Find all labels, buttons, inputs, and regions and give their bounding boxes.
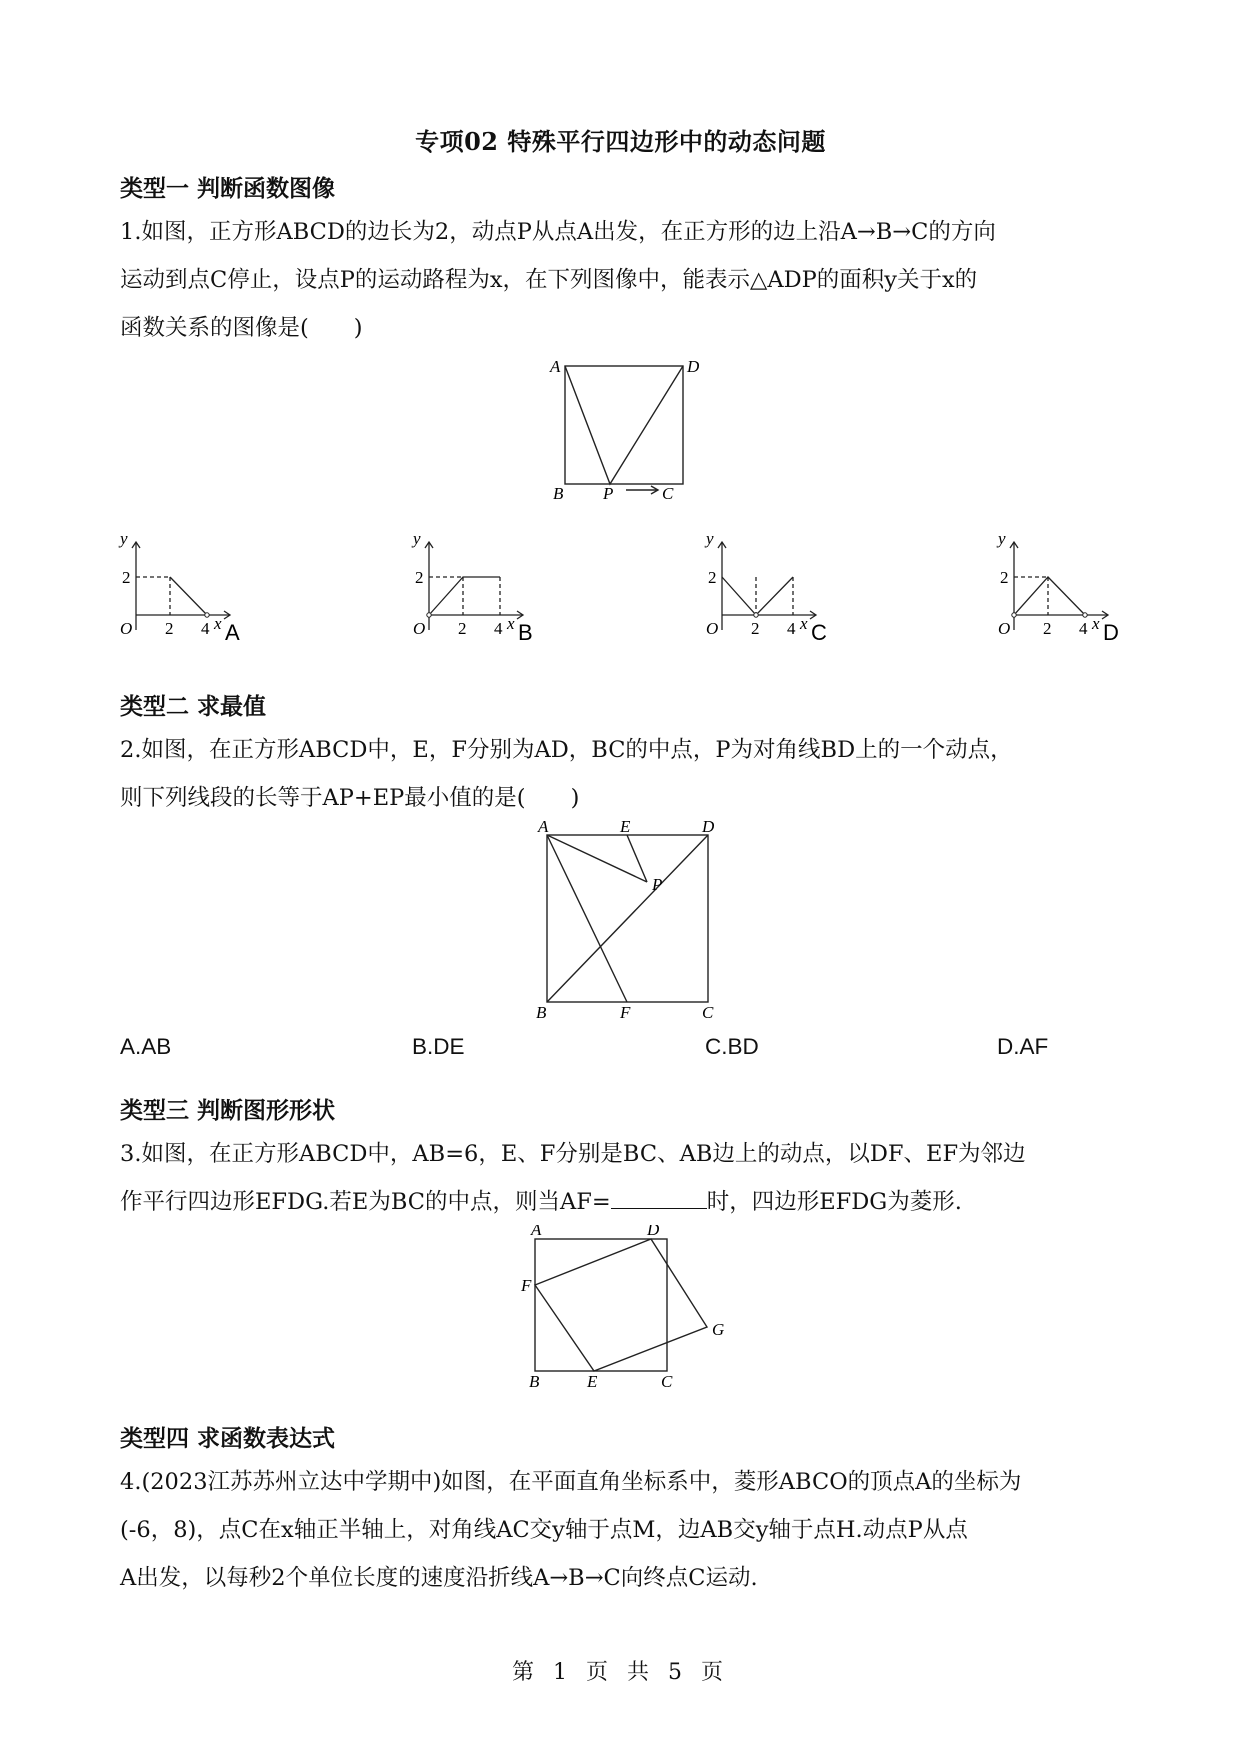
tick-x: 2 (751, 619, 760, 638)
label-c: C (702, 1003, 714, 1020)
graph-line (722, 577, 793, 615)
axis-x-label: x (800, 614, 808, 633)
option-letter: C (811, 620, 827, 645)
q1-square-figure (540, 352, 710, 502)
question-1-text (120, 208, 1130, 352)
tick-x: 4 (201, 619, 210, 638)
parallelogram-efdg (535, 1239, 707, 1371)
label-d: D (647, 1225, 660, 1239)
axis-y-label: y (413, 530, 421, 548)
label-d: D (702, 820, 715, 836)
label-p: P (603, 484, 614, 502)
start-point (1012, 613, 1016, 617)
section-heading-4: 类型四 求函数表达式 (120, 1425, 336, 1452)
option-c[interactable]: C.BD (705, 1034, 759, 1059)
segment-af (547, 835, 627, 1002)
tick-y: 2 (708, 568, 717, 587)
diagonal-bd (547, 835, 708, 1002)
question-3-text (120, 1130, 1130, 1226)
square-abcd (565, 366, 683, 484)
question-line: A出发，以每秒2个单位长度的速度沿折线A→B→C向终点C运动. (120, 1565, 758, 1591)
min-point (754, 613, 758, 617)
origin-label: O (998, 619, 1011, 638)
graph-option-d (990, 530, 1130, 645)
graph-option-a (112, 530, 252, 645)
question-line: 3.如图，在正方形ABCD中，AB=6，E、F分别是BC、AB边上的动点，以DF、EF为邻边 (120, 1141, 1026, 1167)
question-line: 1.如图，正方形ABCD的边长为2，动点P从点A出发，在正方形的边上沿A→B→C的方向 (120, 219, 996, 245)
graph-line (429, 577, 500, 615)
question-line: 运动到点C停止，设点P的运动路程为x，在下列图像中，能表示△ADP的面积y关于x的 (120, 267, 978, 293)
graph-option-b (405, 530, 545, 645)
label-e: E (587, 1372, 598, 1390)
axis-y-label: y (706, 530, 714, 548)
end-point (205, 613, 209, 617)
tick-x: 4 (1079, 619, 1088, 638)
question-text: 时，四边形EFDG为菱形. (706, 1189, 962, 1215)
tick-x: 2 (458, 619, 467, 638)
axis-x-label: x (214, 614, 222, 633)
axis-x-label: x (507, 614, 515, 633)
question-line: 2.如图，在正方形ABCD中，E，F分别为AD，BC的中点，P为对角线BD上的一个动点， (120, 737, 1013, 763)
label-f: F (620, 1003, 631, 1020)
segment-ep (627, 835, 647, 882)
graph-option-c (698, 530, 838, 645)
triangle-adp (565, 366, 683, 484)
page-title: 专项02 特殊平行四边形中的动态问题 (415, 127, 826, 156)
axis-x-label: x (1092, 614, 1100, 633)
tick-y: 2 (415, 568, 424, 587)
option-letter: D (1103, 620, 1119, 645)
label-p: P (652, 875, 663, 894)
q3-square-figure (515, 1225, 745, 1390)
q2-square-figure (530, 820, 730, 1020)
question-text: 作平行四边形EFDG.若E为BC的中点，则当AF= (120, 1189, 611, 1215)
axis-y-label: y (998, 530, 1006, 548)
start-point (427, 613, 431, 617)
section-heading-3: 类型三 判断图形形状 (120, 1097, 336, 1124)
label-a: A (538, 820, 549, 836)
question-line: 函数关系的图像是( ) (120, 315, 363, 341)
section-heading-2: 类型二 求最值 (120, 693, 267, 720)
option-d[interactable]: D.AF (997, 1034, 1049, 1059)
end-point (1083, 613, 1087, 617)
origin-label: O (120, 619, 133, 638)
label-c: C (661, 1372, 673, 1390)
question-2-text (120, 726, 1130, 822)
label-f: F (521, 1276, 532, 1295)
label-c: C (662, 484, 674, 502)
label-d: D (687, 357, 700, 376)
option-letter: A (225, 620, 240, 645)
option-a[interactable]: A.AB (120, 1034, 172, 1059)
label-g: G (712, 1320, 725, 1339)
section-heading-1: 类型一 判断函数图像 (120, 175, 336, 202)
origin-label: O (706, 619, 719, 638)
question-line: 4.(2023江苏苏州立达中学期中)如图，在平面直角坐标系中，菱形ABCO的顶点A的坐标为 (120, 1469, 1022, 1495)
tick-x: 4 (787, 619, 796, 638)
origin-label: O (413, 619, 426, 638)
question-line: (-6，8)，点C在x轴正半轴上，对角线AC交y轴于点M，边AB交y轴于点H.动点P从点 (120, 1517, 968, 1543)
label-b: B (529, 1372, 540, 1390)
question-4-text (120, 1458, 1130, 1602)
segment-ap (547, 835, 647, 882)
graph-line (1014, 577, 1085, 615)
question-line: 则下列线段的长等于AP+EP最小值的是( ) (120, 785, 580, 811)
axis-y-label: y (120, 530, 128, 548)
tick-x: 4 (494, 619, 503, 638)
label-b: B (553, 484, 564, 502)
tick-x: 2 (1043, 619, 1052, 638)
question-line (120, 1178, 1130, 1226)
tick-y: 2 (1000, 568, 1009, 587)
label-b: B (536, 1003, 547, 1020)
label-a: A (531, 1225, 542, 1239)
label-e: E (620, 820, 631, 836)
label-a: A (550, 357, 561, 376)
tick-x: 2 (165, 619, 174, 638)
option-b[interactable]: B.DE (412, 1034, 465, 1059)
tick-y: 2 (122, 568, 131, 587)
answer-blank[interactable] (611, 1184, 707, 1209)
graph-line (170, 577, 207, 615)
page-footer: 第 1 页 共 5 页 (512, 1660, 729, 1685)
option-letter: B (518, 620, 533, 645)
